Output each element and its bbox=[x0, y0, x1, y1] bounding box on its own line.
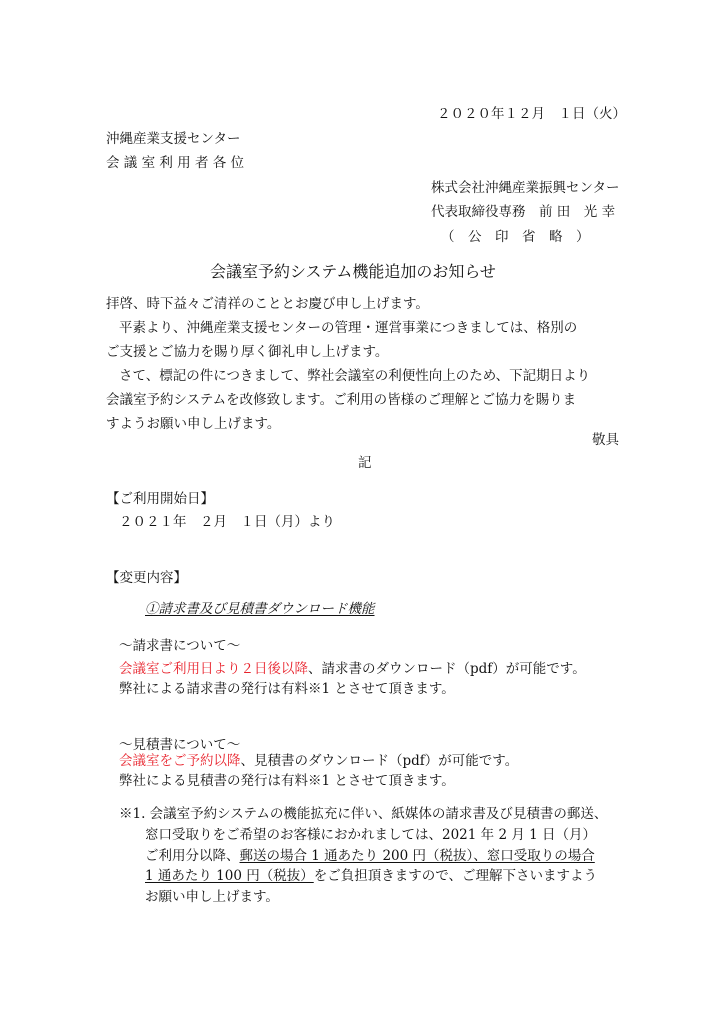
footnote-line-2: 窓口受取りをご希望のお客様におかれましては、2021 年 2 月 1 日（月） bbox=[145, 827, 596, 843]
body-paragraph-2-line-2: 会議室予約システムを改修致します。ご利用の皆様のご理解とご協力を賜りま bbox=[106, 392, 577, 408]
recipient-users: 会 議 室 利 用 者 各 位 bbox=[106, 155, 245, 171]
changes-heading: 【変更内容】 bbox=[106, 570, 187, 586]
body-paragraph-1-line-2: ご支援とご協力を賜り厚く御礼申し上げます。 bbox=[106, 344, 389, 360]
invoice-heading: ～請求書について～ bbox=[119, 638, 241, 654]
footnote-line-4 bbox=[145, 868, 597, 885]
body-paragraph-2-line-3: すようお願い申し上げます。 bbox=[106, 416, 281, 432]
estimate-fee-note: 弊社による見積書の発行は有料※1 とさせて頂きます。 bbox=[119, 773, 455, 789]
body-paragraph-2-line-1: さて、標記の件につきまして、弊社会議室の利便性向上のため、下記期日より bbox=[119, 368, 591, 384]
ki-marker: 記 bbox=[358, 455, 372, 471]
start-date-value: ２０２１年 ２月 １日（月）より bbox=[119, 514, 335, 530]
invoice-availability-highlight: 会議室ご利用日より２日後以降 bbox=[119, 661, 308, 677]
footnote-counter-fee: 1 通あたり 100 円（税抜） bbox=[145, 868, 314, 884]
closing-keigu: 敬具 bbox=[592, 432, 619, 448]
estimate-availability-highlight: 会議室をご予約以降 bbox=[119, 753, 241, 769]
estimate-heading: ～見積書について～ bbox=[119, 737, 241, 753]
invoice-availability bbox=[119, 661, 586, 678]
footnote-mail-fee: 郵送の場合 1 通あたり 200 円（税抜）、窓口受取りの場合 bbox=[239, 848, 595, 864]
letter-date: ２０２０年１２月 １日（火） bbox=[437, 106, 626, 122]
estimate-availability-text: 、見積書のダウンロード（pdf）が可能です。 bbox=[240, 753, 519, 769]
sender-representative: 代表取締役専務 前 田 光 幸 bbox=[431, 204, 616, 220]
recipient-org: 沖縄産業支援センター bbox=[106, 131, 241, 147]
footnote-line-1: ※1. 会議室予約システムの機能拡充に伴い、紙媒体の請求書及び見積書の郵送、 bbox=[119, 806, 608, 822]
estimate-availability bbox=[119, 753, 518, 770]
footnote-line-3 bbox=[145, 848, 595, 865]
start-date-heading: 【ご利用開始日】 bbox=[106, 491, 214, 507]
greeting-line: 拝啓、時下益々ご清祥のこととお慶び申し上げます。 bbox=[106, 296, 429, 312]
feature-item-1: ①請求書及び見積書ダウンロード機能 bbox=[145, 601, 375, 617]
body-paragraph-1-line-1: 平素より、沖縄産業支援センターの管理・運営事業につきましては、格別の bbox=[119, 320, 578, 336]
invoice-availability-text: 、請求書のダウンロード（pdf）が可能です。 bbox=[308, 661, 586, 677]
footnote-line-5: お願い申し上げます。 bbox=[145, 889, 279, 905]
invoice-fee-note: 弊社による請求書の発行は有料※1 とさせて頂きます。 bbox=[119, 681, 455, 697]
seal-omitted: （ 公 印 省 略 ） bbox=[441, 229, 590, 245]
sender-company: 株式会社沖縄産業振興センター bbox=[431, 180, 620, 196]
footnote-line-3-text: ご利用分以降、 bbox=[145, 848, 240, 864]
footnote-line-4-text: をご負担頂きますので、ご理解下さいますよう bbox=[313, 868, 597, 884]
notice-title: 会議室予約システム機能追加のお知らせ bbox=[210, 262, 496, 281]
